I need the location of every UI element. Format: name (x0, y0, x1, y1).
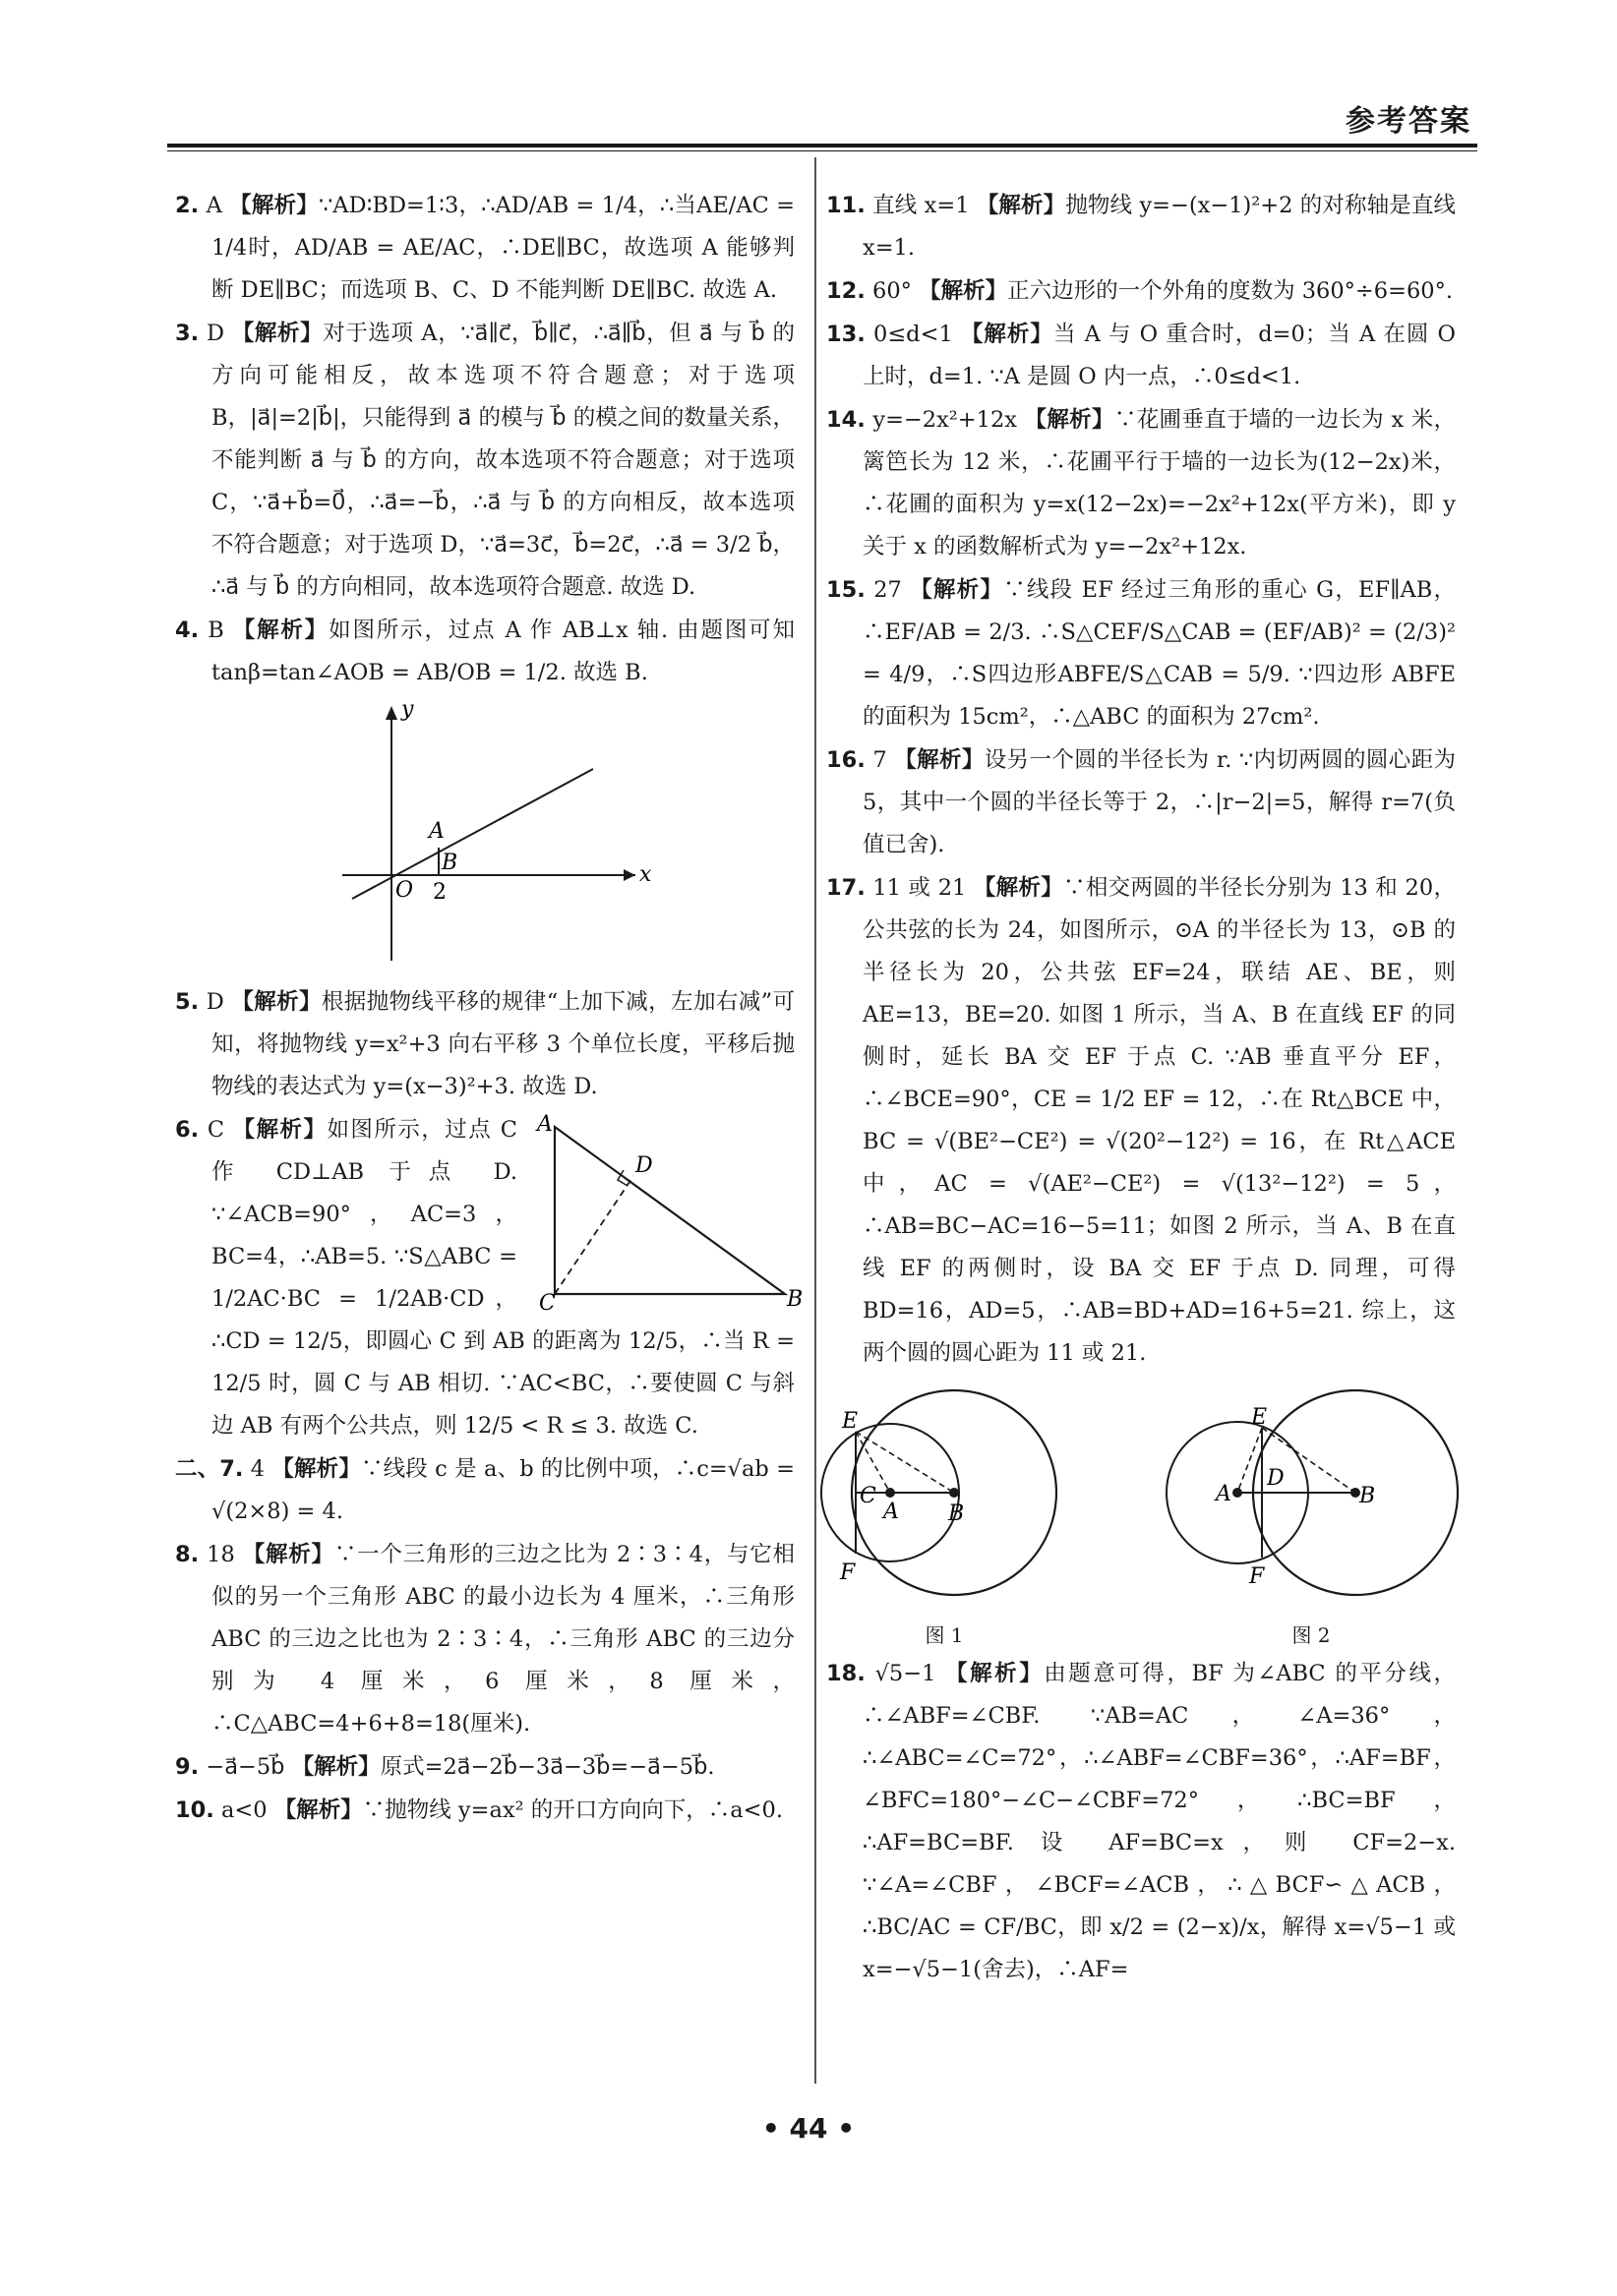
segment-cd (555, 1176, 633, 1294)
answer-item-13 (826, 314, 1456, 398)
answer-item-3 (175, 313, 795, 609)
analysis-tag: 【解析】 (242, 1542, 334, 1567)
analysis-tag: 【解析】 (232, 1117, 328, 1143)
item-number: 10. (175, 1797, 214, 1823)
item-text: ∵相交两圆的半径长分别为 13 和 20，公共弦的长为 24，如图所示，⊙A 的半径长为 13，⊙B 的半径长为 20，公共弦 EF=24，联结 AE、BE，则 AE=13，BE=20. 如图 1 所示，当 A、B 在直线 EF 的同侧时，延长 BA 交 EF 于点 C. ∵AB 垂直平分 EF，∴∠BCE=90°，CE = 1/2 EF = 12，∴在 Rt△BCE 中，BC = √(BE²−CE²) = √(20²−12²) = 16，在 Rt△ACE 中，AC = √(AE²−CE²) = √(13²−12²) = 5，∴AB=BC−AC=16−5=11；如图 2 所示，当 A、B 在直线 EF 的两侧时，设 BA 交 EF 于点 D. 同理，可得 BD=16，AD=5，∴AB=BD+AD=16+5=21. 综上，这两个圆的圆心距为 11 或 21. (863, 875, 1456, 1366)
answer-item-18 (826, 1653, 1456, 1991)
x-axis-arrow (624, 869, 635, 881)
item-answer: A (206, 193, 222, 218)
triangle-abc (555, 1127, 785, 1294)
analysis-tag: 【解析】 (919, 278, 1008, 304)
item-answer: √5−1 (874, 1661, 936, 1686)
item-text: ∵花圃垂直于墙的一边长为 x 米，篱笆长为 12 米，∴花圃平行于墙的一边长为(12−2x)米，∴花圃的面积为 y=x(12−2x)=−2x²+12x(平方米)，即 y 关于 x 的函数解析式为 y=−2x²+12x. (863, 407, 1456, 559)
figure-q4-axes (323, 697, 652, 975)
answer-item-17 (826, 867, 1456, 1375)
item-answer: a<0 (221, 1797, 268, 1823)
label-x: x (639, 862, 652, 887)
header-rule (167, 144, 1477, 147)
item-text: 抛物线 y=−(x−1)²+2 的对称轴是直线 x=1. (863, 193, 1456, 261)
label-2: 2 (433, 880, 447, 905)
item-text: ∵抛物线 y=ax² 的开口方向向下，∴a<0. (362, 1797, 784, 1823)
item-answer: D (206, 989, 224, 1015)
item-answer: 直线 x=1 (872, 193, 970, 218)
analysis-tag: 【解析】 (291, 1754, 381, 1780)
item-text: 根据抛物线平移的规律“上加下减，左加右减”可知，将抛物线 y=x²+3 向右平移 3 个单位长度，平移后抛物线的表达式为 y=(x−3)²+3. 故选 D. (211, 989, 795, 1099)
section-label: 二、 (175, 1456, 220, 1482)
analysis-tag: 【解析】 (271, 1456, 361, 1482)
analysis-tag: 【解析】 (973, 875, 1064, 901)
item-text: 由题意可得，BF 为∠ABC 的平分线，∴∠ABF=∠CBF. ∵AB=AC，∠A=36°，∴∠ABC=∠C=72°，∴∠ABF=∠CBF=36°，∴AF=BF，∠BFC=180°−∠C−∠CBF=72°，∴BC=BF，∴AF=BC=BF. 设 AF=BC=x，则 CF=2−x. ∵∠A=∠CBF，∠BCF=∠ACB，∴△BCF∽△ACB，∴BC/AC = CF/BC，即 x/2 = (2−x)/x，解得 x=√5−1 或 x=−√5−1(舍去)，∴AF= (863, 1661, 1456, 1982)
answer-item-5 (175, 981, 795, 1108)
analysis-tag: 【解析】 (231, 989, 322, 1015)
answer-item-9 (175, 1746, 795, 1789)
item-text: 正六边形的一个外角的度数为 360°÷6=60°. (1007, 278, 1453, 304)
answer-item-7 (175, 1448, 795, 1533)
column-divider (814, 157, 816, 2084)
item-number: 2. (175, 193, 200, 218)
item-answer: −a⃗−5b⃗ (206, 1754, 285, 1780)
label-b: B (787, 1287, 804, 1312)
y-axis-arrow (386, 706, 397, 720)
answer-item-16 (826, 739, 1456, 866)
analysis-tag: 【解析】 (960, 322, 1053, 347)
item-number: 8. (175, 1542, 200, 1567)
right-column (826, 185, 1456, 1992)
item-answer: 18 (207, 1542, 235, 1567)
analysis-tag: 【解析】 (894, 747, 985, 773)
item-answer: C (207, 1117, 225, 1143)
item-text: 原式=2a⃗−2b⃗−3a⃗−3b⃗=−a⃗−5b⃗. (380, 1754, 715, 1780)
page-number: • 44 • (761, 2112, 856, 2145)
analysis-tag: 【解析】 (273, 1797, 363, 1823)
header-title: 参考答案 (1346, 104, 1471, 139)
analysis-tag: 【解析】 (231, 321, 324, 346)
label-c: C (539, 1291, 556, 1316)
item-number: 17. (826, 875, 866, 901)
left-column (175, 185, 804, 1833)
answer-item-15 (826, 569, 1456, 738)
analysis-tag: 【解析】 (232, 618, 329, 643)
point-a (885, 1488, 895, 1498)
item-number: 13. (826, 322, 866, 347)
item-number: 6. (175, 1117, 200, 1143)
item-number: 7. (219, 1456, 244, 1482)
item-text: ∵线段 c 是 a、b 的比例中项，∴c=√ab = √(2×8) = 4. (211, 1456, 795, 1524)
item-number: 12. (826, 278, 866, 304)
analysis-tag: 【解析】 (910, 577, 1004, 603)
answer-item-4 (175, 610, 795, 694)
item-number: 5. (175, 989, 200, 1015)
item-answer: 0≤d<1 (873, 322, 953, 347)
figure-q17-1 (797, 1383, 1092, 1647)
point-a (1232, 1488, 1242, 1498)
point-b (949, 1488, 959, 1498)
item-text: 如图所示，过点 C 作 CD⊥AB 于点 D. ∵∠ACB=90°，AC=3，BC=4，∴AB=5. ∵S△ABC = 1/2AC·BC = 1/2AB·CD，∴CD = 12/5，即圆心 C 到 AB 的距离为 12/5，∴当 R = 12/5 时，圆 C 与 AB 相切. ∵AC<BC，∴要使圆 C 与斜边 AB 有两个公共点，则 12/5 < R ≤ 3. 故选 C. (211, 1117, 795, 1439)
analysis-tag: 【解析】 (229, 193, 319, 218)
item-number: 3. (175, 321, 200, 346)
figure-q17-2 (1149, 1383, 1473, 1647)
label-a: A (883, 1500, 899, 1524)
label-e: E (1251, 1405, 1268, 1430)
label-y: y (401, 697, 414, 722)
label-a: A (1216, 1482, 1231, 1506)
item-text: 对于选项 A，∵a⃗∥c⃗，b⃗∥c⃗，∴a⃗∥b⃗，但 a⃗ 与 b⃗ 的方向可能相反，故本选项不符合题意；对于选项 B，|a⃗|=2|b⃗|，只能得到 a⃗ 的模与 b⃗ 的模之间的数量关系，不能判断 a⃗ 与 b⃗ 的方向，故本选项不符合题意；对于选项 C，∵a⃗+b⃗=0⃗，∴a⃗=−b⃗，∴a⃗ 与 b⃗ 的方向相反，故本选项不符合题意；对于选项 D，∵a⃗=3c⃗，b⃗=2c⃗，∴a⃗ = 3/2 b⃗，∴a⃗ 与 b⃗ 的方向相同，故本选项符合题意. 故选 D. (211, 321, 795, 600)
figure-q6-triangle (527, 1112, 804, 1316)
item-answer: B (208, 618, 224, 643)
item-answer: 7 (872, 747, 887, 773)
figure-caption-2: 图 2 (1291, 1623, 1331, 1647)
item-text: 当 A 与 O 重合时，d=0；当 A 在圆 O 上时，d=1. ∵A 是圆 O 内一点，∴0≤d<1. (863, 322, 1456, 389)
label-o: O (395, 878, 414, 903)
figure-q17-pair (797, 1383, 1473, 1647)
item-number: 9. (175, 1754, 200, 1780)
item-text: 如图所示，过点 A 作 AB⊥x 轴. 由题图可知 tanβ=tan∠AOB = AB/OB = 1/2. 故选 B. (211, 618, 795, 685)
label-f: F (1249, 1564, 1265, 1589)
analysis-tag: 【解析】 (976, 193, 1066, 218)
analysis-tag: 【解析】 (945, 1661, 1045, 1686)
item-text: ∵AD∶BD=1∶3，∴AD/AB = 1/4，∴当AE/AC = 1/4时，AD/AB = AE/AC，∴DE∥BC，故选项 A 能够判断 DE∥BC；而选项 B、C、D 不能判断 DE∥BC. 故选 A. (211, 193, 795, 303)
item-answer: 60° (872, 278, 912, 304)
header-rule-thin (167, 150, 1477, 151)
label-d: D (635, 1153, 653, 1178)
item-number: 15. (826, 577, 866, 603)
item-text: ∵线段 EF 经过三角形的重心 G，EF∥AB，∴EF/AB = 2/3. ∴S△CEF/S△CAB = (EF/AB)² = (2/3)² = 4/9，∴S四边形ABFE/S△CAB = 5/9. ∵四边形 ABFE 的面积为 15cm²，∴△ABC 的面积为 27cm². (863, 577, 1456, 730)
figure-caption-1: 图 1 (925, 1623, 964, 1647)
item-number: 16. (826, 747, 866, 773)
answer-item-10 (175, 1790, 795, 1832)
answer-item-11 (826, 185, 1456, 269)
label-f: F (840, 1560, 856, 1585)
label-b: B (948, 1501, 965, 1526)
label-e: E (842, 1409, 859, 1434)
answer-item-8 (175, 1534, 795, 1745)
item-number: 4. (175, 618, 200, 643)
figure-q17-1-drawing (797, 1383, 1092, 1609)
answer-item-2 (175, 185, 795, 312)
item-answer: D (206, 321, 225, 346)
label-b: B (1359, 1484, 1376, 1508)
item-number: 14. (826, 407, 866, 433)
answer-item-12 (826, 270, 1456, 313)
item-answer: y=−2x²+12x (872, 407, 1017, 433)
label-b: B (442, 851, 458, 875)
answer-item-14 (826, 399, 1456, 568)
item-answer: 4 (250, 1456, 266, 1482)
analysis-tag: 【解析】 (1024, 407, 1114, 433)
item-number: 18. (826, 1661, 866, 1686)
label-a: A (429, 819, 445, 844)
label-c: C (860, 1484, 876, 1508)
item-text: ∵一个三角形的三边之比为 2∶3∶4，与它相似的另一个三角形 ABC 的最小边长为 4 厘米，∴三角形 ABC 的三边之比也为 2∶3∶4，∴三角形 ABC 的三边分别为 4 厘米，6 厘米，8 厘米，∴C△ABC=4+6+8=18(厘米). (211, 1542, 796, 1737)
figure-q17-2-drawing (1149, 1383, 1473, 1609)
line-ob (352, 769, 593, 899)
item-text: 设另一个圆的半径长为 r. ∵内切两圆的圆心距为 5，其中一个圆的半径长等于 2，∴|r−2|=5，解得 r=7(负值已舍). (863, 747, 1457, 857)
item-number: 11. (826, 193, 866, 218)
item-answer: 11 或 21 (872, 875, 967, 901)
label-d: D (1267, 1466, 1285, 1491)
label-a: A (537, 1112, 553, 1137)
item-answer: 27 (873, 577, 902, 603)
